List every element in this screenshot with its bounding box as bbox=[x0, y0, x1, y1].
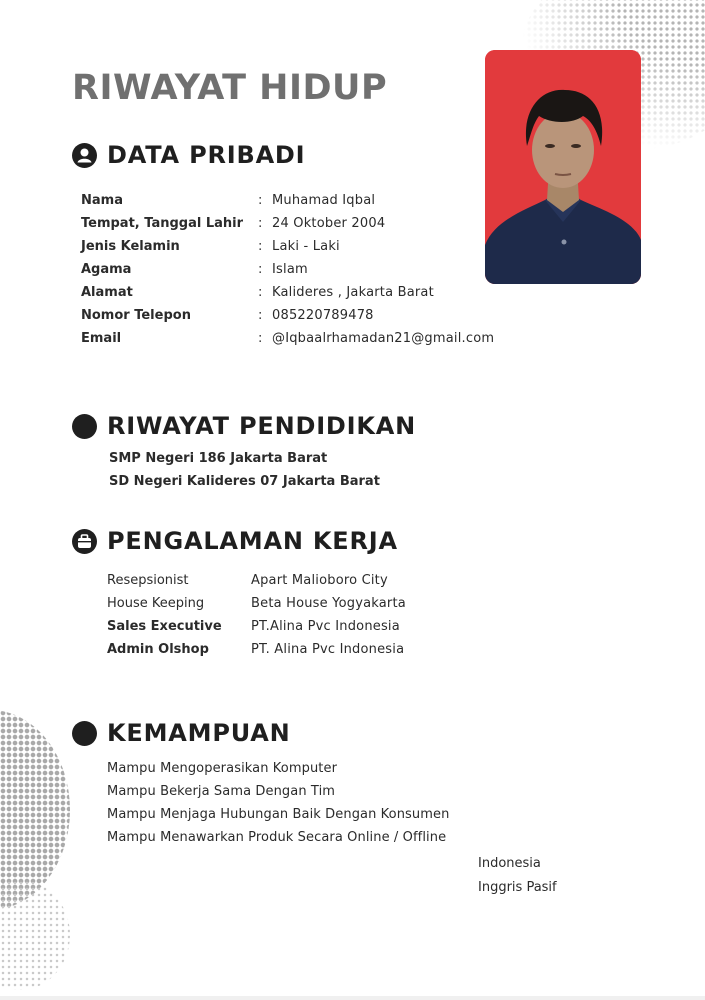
field-label: Nomor Telepon bbox=[81, 308, 191, 323]
experience-item bbox=[107, 592, 406, 615]
field-value: Kalideres , Jakarta Barat bbox=[272, 285, 434, 300]
field-value: @Iqbaalrhamadan21@gmail.com bbox=[272, 331, 495, 346]
field-address bbox=[81, 281, 494, 304]
experience-place: PT.Alina Pvc Indonesia bbox=[251, 619, 400, 634]
skill-item: Mampu Menjaga Hubungan Baik Dengan Konsumen bbox=[107, 807, 450, 822]
skill-item: Mampu Mengoperasikan Komputer bbox=[107, 761, 338, 776]
section-experience-title: PENGALAMAN KERJA bbox=[107, 527, 398, 555]
field-value: 24 Oktober 2004 bbox=[272, 216, 386, 231]
section-education-title: RIWAYAT PENDIDIKAN bbox=[107, 412, 417, 440]
bullet-circle-icon bbox=[72, 414, 97, 439]
section-personal-heading bbox=[72, 141, 305, 169]
education-list bbox=[109, 447, 380, 493]
experience-item bbox=[107, 638, 406, 661]
experience-place: PT. Alina Pvc Indonesia bbox=[251, 642, 405, 657]
field-value: 085220789478 bbox=[272, 308, 374, 323]
field-value: Muhamad Iqbal bbox=[272, 193, 376, 208]
section-skills-title: KEMAMPUAN bbox=[107, 719, 291, 747]
section-personal-title: DATA PRIBADI bbox=[107, 141, 306, 169]
language-item: Indonesia bbox=[478, 855, 541, 871]
experience-place: Beta House Yogyakarta bbox=[251, 596, 406, 611]
experience-role: Admin Olshop bbox=[107, 642, 209, 657]
section-education-heading bbox=[72, 412, 416, 440]
experience-role: Sales Executive bbox=[107, 619, 222, 634]
skills-list bbox=[107, 757, 449, 849]
field-value: Islam bbox=[272, 262, 308, 277]
user-circle-icon bbox=[72, 143, 97, 168]
education-item: SD Negeri Kalideres 07 Jakarta Barat bbox=[109, 474, 380, 489]
experience-role: House Keeping bbox=[107, 596, 205, 611]
section-experience-heading bbox=[72, 527, 398, 555]
field-email bbox=[81, 327, 494, 350]
field-separator: : bbox=[258, 262, 263, 277]
field-birth bbox=[81, 212, 494, 235]
field-label: Jenis Kelamin bbox=[81, 239, 180, 254]
experience-item bbox=[107, 615, 406, 638]
decorative-halftone-bottom-left-faint bbox=[0, 880, 70, 990]
personal-data-list bbox=[81, 189, 494, 350]
education-item: SMP Negeri 186 Jakarta Barat bbox=[109, 451, 328, 466]
field-separator: : bbox=[258, 216, 263, 231]
field-separator: : bbox=[258, 285, 263, 300]
field-label: Alamat bbox=[81, 285, 133, 300]
section-skills-heading bbox=[72, 719, 291, 747]
experience-role: Resepsionist bbox=[107, 573, 189, 588]
skill-item: Mampu Bekerja Sama Dengan Tim bbox=[107, 784, 336, 799]
field-label: Agama bbox=[81, 262, 132, 277]
briefcase-circle-icon bbox=[72, 529, 97, 554]
field-value: Laki - Laki bbox=[272, 239, 340, 254]
document-title: RIWAYAT HIDUP bbox=[72, 68, 388, 108]
profile-photo bbox=[485, 50, 641, 284]
field-gender bbox=[81, 235, 494, 258]
field-religion bbox=[81, 258, 494, 281]
field-separator: : bbox=[258, 239, 263, 254]
field-separator: : bbox=[258, 331, 263, 346]
languages-list bbox=[478, 851, 557, 899]
skill-item: Mampu Menawarkan Produk Secara Online / Offline bbox=[107, 830, 447, 845]
page-bottom-edge bbox=[0, 996, 705, 1000]
field-label: Email bbox=[81, 331, 122, 346]
field-nama bbox=[81, 189, 494, 212]
bullet-circle-icon bbox=[72, 721, 97, 746]
field-separator: : bbox=[258, 308, 263, 323]
field-label: Tempat, Tanggal Lahir bbox=[81, 216, 244, 231]
field-phone bbox=[81, 304, 494, 327]
language-item: Inggris Pasif bbox=[478, 879, 557, 895]
field-separator: : bbox=[258, 193, 263, 208]
experience-item bbox=[107, 569, 406, 592]
field-label: Nama bbox=[81, 193, 123, 208]
experience-place: Apart Malioboro City bbox=[251, 573, 388, 588]
experience-list bbox=[107, 569, 406, 661]
